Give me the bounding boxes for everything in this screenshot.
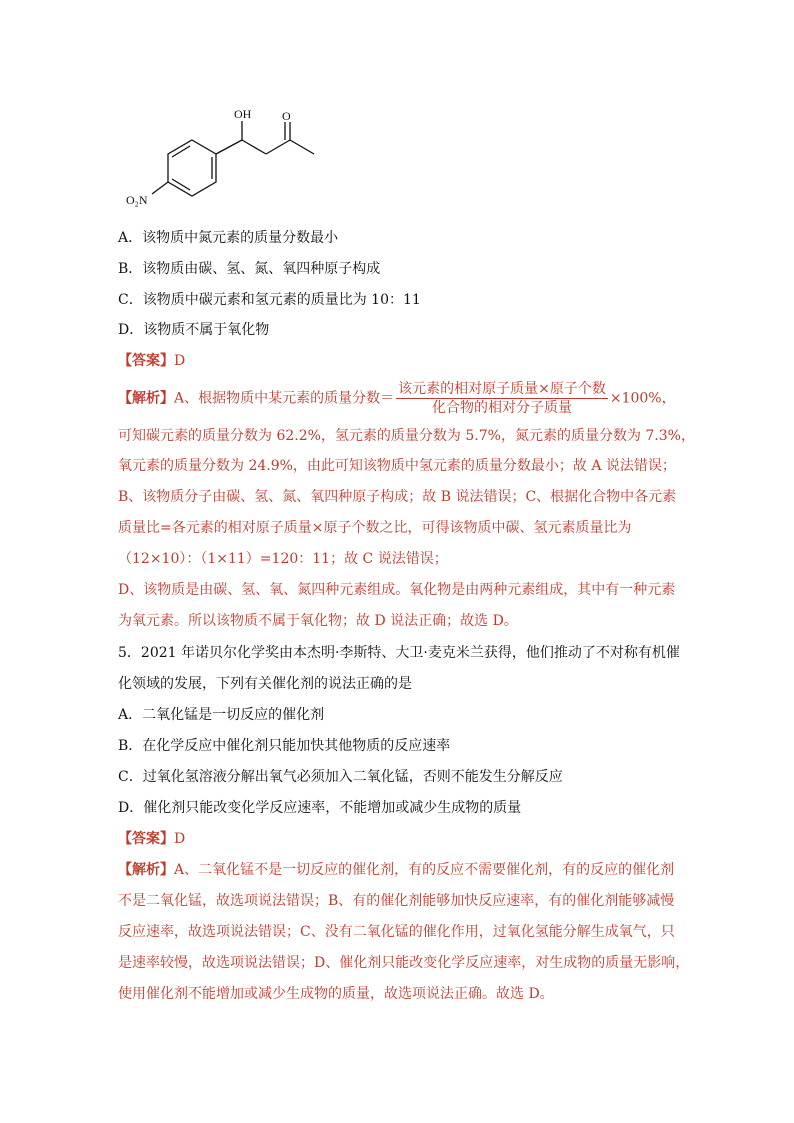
q4-option-d: D．该物质不属于氧化物 [118,322,270,338]
analysis-suffix: ×100%， [609,390,676,407]
oh-label: OH [234,107,252,121]
answer-value: D [174,353,186,369]
q4-analysis-line: 质量比=各元素的相对原子质量×原子个数之比，可得该物质中碳、氢元素质量比为 [118,520,632,536]
fraction-denominator: 化合物的相对分子质量 [431,400,572,416]
q5-analysis-line: 反应速率，故选项说法错误；C、没有二氧化锰的催化作用，过氧化氢能分解生成氧气，只 [118,924,675,940]
q4-option-c: C．该物质中碳元素和氢元素的质量比为 10：11 [118,292,421,308]
q5-option-c: C．过氧化氢溶液分解出氧气必须加入二氧化锰，否则不能发生分解反应 [118,769,563,785]
q4-analysis-line: B、该物质分子由碳、氢、氮、氧四种原子构成；故 B 说法错误；C、根据化合物中各元素 [118,489,677,505]
q5-answer [118,829,185,849]
fraction-numerator: 该元素的相对原子质量×原子个数 [398,381,606,397]
q4-option-b: B．该物质由碳、氢、氮、氧四种原子构成 [118,261,381,277]
q4-analysis-line: 为氧元素。所以该物质不属于氧化物；故 D 说法正确；故选 D。 [118,613,518,629]
molecule-structure [118,100,318,210]
q5-analysis-first-line [118,860,674,880]
q5-option-b: B．在化学反应中催化剂只能加快其他物质的反应速率 [118,738,451,754]
answer-tag: 【答案】 [118,353,174,369]
q4-answer [118,351,185,371]
q5-stem-line: 5．2021 年诺贝尔化学奖由本杰明·李斯特、大卫·麦克米兰获得，他们推动了不对称有机催 [118,645,680,661]
analysis-tag: 【解析】 [118,862,174,878]
mass-fraction-formula [396,380,608,417]
analysis-tag: 【解析】 [118,390,174,407]
q5-option-d: D．催化剂只能改变化学反应速率，不能增加或减少生成物的质量 [118,800,522,816]
q4-analysis-first-line [118,380,676,417]
q4-analysis-line: 可知碳元素的质量分数为 62.2%，氢元素的质量分数为 5.7%，氮元素的质量分数为 7.3%， [118,428,695,444]
q5-stem-line: 化领域的发展，下列有关催化剂的说法正确的是 [118,676,412,692]
q5-analysis-line: 不是二氧化锰，故选项说法错误；B、有的催化剂能够加快反应速率，有的催化剂能够减慢 [118,893,675,909]
answer-value: D [174,831,186,847]
answer-tag: 【答案】 [118,831,174,847]
q4-analysis-line: 氧元素的质量分数为 24.9%，由此可知该物质中氢元素的质量分数最小；故 A 说法错误； [118,458,676,474]
ketone-o-label: O [282,109,291,123]
q5-analysis-line: 使用催化剂不能增加或减少生成物的质量，故选项说法正确。故选 D。 [118,986,554,1002]
q4-analysis-line: D、该物质是由碳、氢、氧、氮四种元素组成。氧化物是由两种元素组成，其中有一种元素 [118,582,676,598]
q4-analysis-line: （12×10）：（1×11）=120：11；故 C 说法错误； [118,551,448,567]
q5-option-a: A．二氧化锰是一切反应的催化剂 [118,707,325,723]
q4-option-a: A．该物质中氮元素的质量分数最小 [118,230,339,246]
no2-label: O₂N [126,193,148,207]
q5-analysis-line: 是速率较慢，故选项说法错误；D、催化剂只能改变化学反应速率，对生成物的质量无影响， [118,955,690,971]
analysis-prefix: A、根据物质中某元素的质量分数＝ [174,390,395,407]
analysis-text: A、二氧化锰不是一切反应的催化剂，有的反应不需要催化剂，有的反应的催化剂 [174,862,675,878]
